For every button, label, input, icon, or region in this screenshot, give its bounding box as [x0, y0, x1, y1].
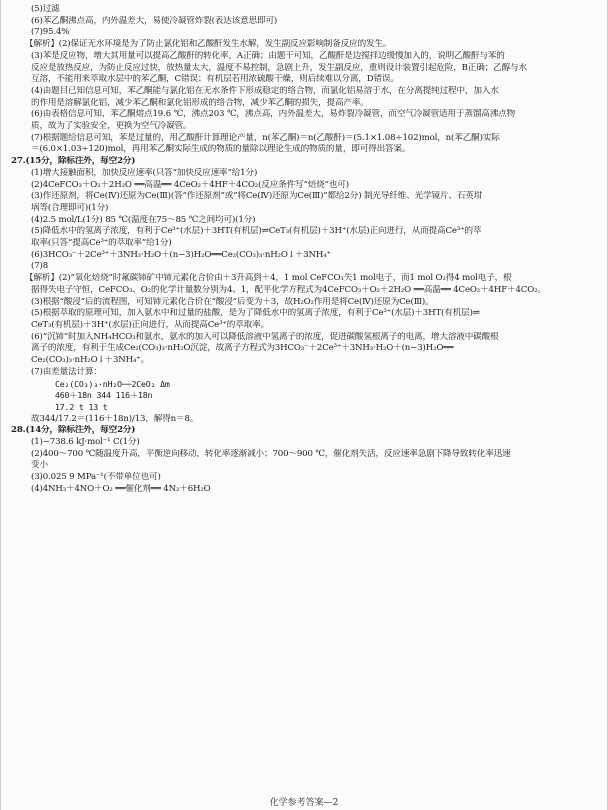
text-line: (1)增大接触面积，加快反应速率(只答“加快反应速率”给1分) — [31, 167, 258, 178]
text-line: (4)由题目已知信息可知，苯乙酮能与氯化铝在无水条件下形成稳定的络合物，而氯化铝易溶于水，在分离提纯过程中，加入水 — [31, 85, 499, 96]
analysis-paragraph: 【解析】(2)保证无水环境是为了防止氯化铝和乙酸酐发生水解，发生副反应影响制备反应的发生。 — [25, 39, 392, 50]
text-line: (2)400～700 ℃随温度升高，平衡逆向移动，转化率逐渐减小；700～900 ℃，催化剂失活，反应速率急剧下降导致转化率迅速 — [31, 448, 511, 459]
text-line: 的作用是溶解氯化铝，减少苯乙酮和氯化铝形成的络合物，减少苯乙酮的损失，提高产率。 — [31, 97, 369, 108]
text-line: (7)根据题给信息可知，苯是过量的，用乙酸酐计算理论产量，n(苯乙酮)＝n(乙酸酐)＝(5.1×1.08÷102)mol，n(苯乙酮)实际 — [31, 132, 500, 143]
text-line: (4)2.5 mol/L(1分) 85 ℃(温度在75～85 ℃之间均可)(1分) — [31, 214, 256, 225]
text-line: (5)根据萃取的原理可知，加入氨水中和过量的盐酸，是为了降低水中的氢离子浓度，有利于Ce³⁺(水层)＋3HT(有机层)⇌ — [31, 308, 480, 319]
formula-line: 460＋18n 344 116＋18n — [55, 390, 153, 401]
question-heading: 28.(14分，除标注外，每空2分) — [11, 425, 136, 436]
text-line: (3)作还原剂，将Ce(Ⅳ)还原为Ce(Ⅲ)(答“作还原剂”或“将Ce(Ⅳ)还原为Ce(Ⅲ)”都给2分) 制光导纤维、光学镜片、石英坩 — [31, 191, 483, 202]
text-line: 互溶，不能用来萃取水层中的苯乙酮，C错误；有机层若用浓硫酸干燥，则后续难以分离，D错误。 — [31, 74, 399, 85]
text-line: 故344/17.2＝(116＋18n)/13，解得n＝8。 — [31, 413, 199, 424]
text-line: (7)由差量法计算： — [31, 366, 102, 377]
text-line: (5)降低水中的氢离子浓度，有利于Ce³⁺(水层)＋3HT(有机层)⇌CeT₃(有机层)＋3H⁺(水层)正向进行，从而提高Ce³⁺的萃 — [31, 226, 482, 237]
text-line: (1)−738.6 kJ·mol⁻¹ C(1分) — [31, 437, 140, 448]
text-line: Ce₂(CO₃)₃·nH₂O↓＋3NH₄⁺。 — [31, 355, 150, 366]
text-line: (3)根据“酸浸”后的流程图，可知铈元素化合价在“酸浸”后变为＋3，故H₂O₂作用是将Ce(Ⅳ)还原为Ce(Ⅲ)。 — [31, 296, 434, 307]
text-line: 质，故为了实验安全，更换为空气冷凝管。 — [31, 121, 192, 132]
text-line: 变小 — [31, 460, 48, 471]
analysis-paragraph: 【解析】(2)“氧化焙烧”时氟碳铈矿中铈元素化合价由＋3升高到＋4，1 mol CeFCO₃失1 mol电子，而1 mol O₂得4 mol电子，根 — [25, 273, 512, 284]
text-line: 反应是放热反应，为防止反应过快，放热量太大，温度不易控制，急剧上升，发生副反应，重则设计装置引起危险，B正确；乙醇与水 — [31, 62, 527, 73]
question-heading: 27.(15分，除标注外，每空2分) — [11, 156, 136, 167]
text-line: (3)0.025 9 MPa⁻¹(不带单位也可) — [31, 472, 161, 483]
text-line: (7)95.4% — [31, 27, 70, 38]
text-line: (3)苯是反应物，增大其用量可以提高乙酸酐的转化率，A正确；由题干可知，乙酸酐是边搅拌边缓慢加入的，说明乙酸酐与苯的 — [31, 50, 505, 61]
text-line: (2)4CeFCO₃＋O₂＋2H₂O ══高温══ 4CeO₂＋4HF＋4CO₂(反应条件写“焙烧”也可) — [31, 179, 349, 190]
text-line: (6)由表格信息可知，苯乙酮熔点19.6 ℃，沸点203 ℃，沸点高，内外温差大，易炸裂冷凝管，而空气冷凝管适用于蒸馏高沸点物 — [31, 109, 516, 120]
text-line: CeT₃(有机层)＋3H⁺(水层)正向进行，从而提高Ce³⁺的萃取率。 — [31, 319, 270, 330]
formula-line: 17.2 t 13 t — [55, 401, 108, 412]
text-line: (4)4NH₃＋4NO＋O₂ ══催化剂══ 4N₂＋6H₂O — [31, 483, 211, 494]
answer-body — [11, 4, 597, 496]
formula-line: Ce₂(CO₃)₃·nH₂O──2CeO₂ Δm — [55, 378, 170, 389]
text-line: 取率(只答“提高Ce³⁺的萃取率”给1分) — [31, 238, 172, 249]
text-line: (6)3HCO₃⁻＋2Ce³⁺＋3NH₃·H₂O＋(n−3)H₂O══Ce₂(CO₃)₃·nH₂O↓＋3NH₄⁺ — [31, 249, 331, 260]
text-line: (6)苯乙酮沸点高，内外温差大，易使冷凝管炸裂(表达该意思即可) — [31, 15, 278, 26]
text-line: 据得失电子守恒，CeFCO₃、O₂的化学计量数分别为4、1，配平化学方程式为4CeFCO₃＋O₂＋2H₂O ══高温══ 4CeO₂＋4HF＋4CO₂。 — [31, 284, 546, 295]
page-footer: 化学参考答案—2 — [269, 798, 339, 808]
text-line: 埚等(合理即可)(1分) — [31, 202, 109, 213]
text-line: ＝(6.0×1.03÷120)mol，再用苯乙酮实际生成的物质的量除以理论生成的物质的量，即可得出答案。 — [31, 144, 411, 155]
text-line: (6)“沉铈”时加入NH₄HCO₃和氨水，氨水的加入可以降低溶液中氢离子的浓度，促进碳酸氢根离子的电离，增大溶液中碳酸根 — [31, 331, 499, 342]
text-line: (5)过滤 — [31, 4, 60, 14]
text-line: 离子的浓度，有利于生成Ce₂(CO₃)₃·nH₂O沉淀，故离子方程式为3HCO₃⁻＋2Ce³⁺＋3NH₃·H₂O＋(n−3)H₂O══ — [31, 343, 454, 354]
text-line: (7)8 — [31, 261, 49, 272]
